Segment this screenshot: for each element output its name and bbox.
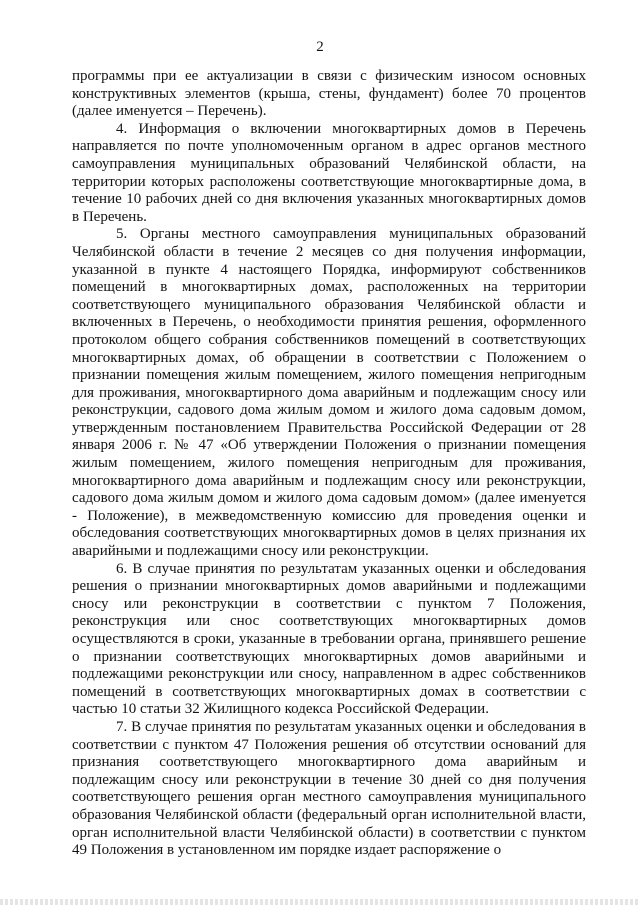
- paragraph-item-4: 4. Информация о включении многоквартирных домов в Перечень направляется по почте уполномоченным органом в адрес органов местного самоуправления муниципальных образований Челябинской области, на территории которых расположены соответствующие многоквартирные дома, в течение 10 рабочих дней со дня включения указанных многоквартирных домов в Перечень.: [72, 120, 586, 225]
- paragraph-item-5: 5. Органы местного самоуправления муниципальных образований Челябинской области в течение 2 месяцев со дня получения информации, указанной в пункте 4 настоящего Порядка, информируют собственников помещений в многоквартирных домах, расположенных на территории соответствующего муниципального образования Челябинской области и включенных в Перечень, о необходимости принятия решения, оформленного протоколом общего собрания собственников помещений в соответствующих многоквартирных домах, об обращении в соответствии с Положением о признании помещения жилым помещением, жилого помещения непригодным для проживания, многоквартирного дома аварийным и подлежащим сносу или реконструкции, садового дома жилым домом и жилого дома садовым домом, утвержденным постановлением Правительства Российской Федерации от 28 января 2006 г. № 47 «Об утверждении Положения о признании помещения жилым помещением, жилого помещения непригодным для проживания, многоквартирного дома аварийным и подлежащим сносу или реконструкции, садового дома жилым домом и жилого дома садовым домом» (далее именуется - Положение), в межведомственную комиссию для проведения оценки и обследования соответствующих многоквартирных домов в целях признания их аварийными и подлежащими сносу или реконструкции.: [72, 226, 586, 560]
- page-number: 2: [316, 39, 324, 55]
- scan-bottom-edge: [0, 899, 640, 905]
- paragraph-continuation: программы при ее актуализации в связи с физическим износом основных конструктивных элементов (крыша, стены, фундамент) более 70 процентов (далее именуется – Перечень).: [72, 68, 586, 120]
- paragraph-item-6: 6. В случае принятия по результатам указанных оценки и обследования решения о признании многоквартирных домов аварийными и подлежащими сносу или реконструкции в соответствии с пунктом 7 Положения, реконструкция или снос соответствующих многоквартирных домов осуществляются в сроки, указанные в требовании органа, принявшего решение о признании соответствующих многоквартирных домов аварийными и подлежащими реконструкции или сносу, направленном в адрес собственников помещений в соответствующих многоквартирных домах в соответствии с частью 10 статьи 32 Жилищного кодекса Российской Федерации.: [72, 560, 586, 718]
- paragraph-item-7: 7. В случае принятия по результатам указанных оценки и обследования в соответствии с пунктом 47 Положения решения об отсутствии оснований для признания соответствующего многоквартирного дома аварийным и подлежащим сносу или реконструкции в течение 30 дней со дня получения соответствующего решения орган местного самоуправления муниципального образования Челябинской области (федеральный орган исполнительной власти, орган исполнительной власти Челябинской области) в соответствии с пунктом 49 Положения в установленном им порядке издает распоряжение о: [72, 718, 586, 859]
- document-body: [72, 68, 586, 860]
